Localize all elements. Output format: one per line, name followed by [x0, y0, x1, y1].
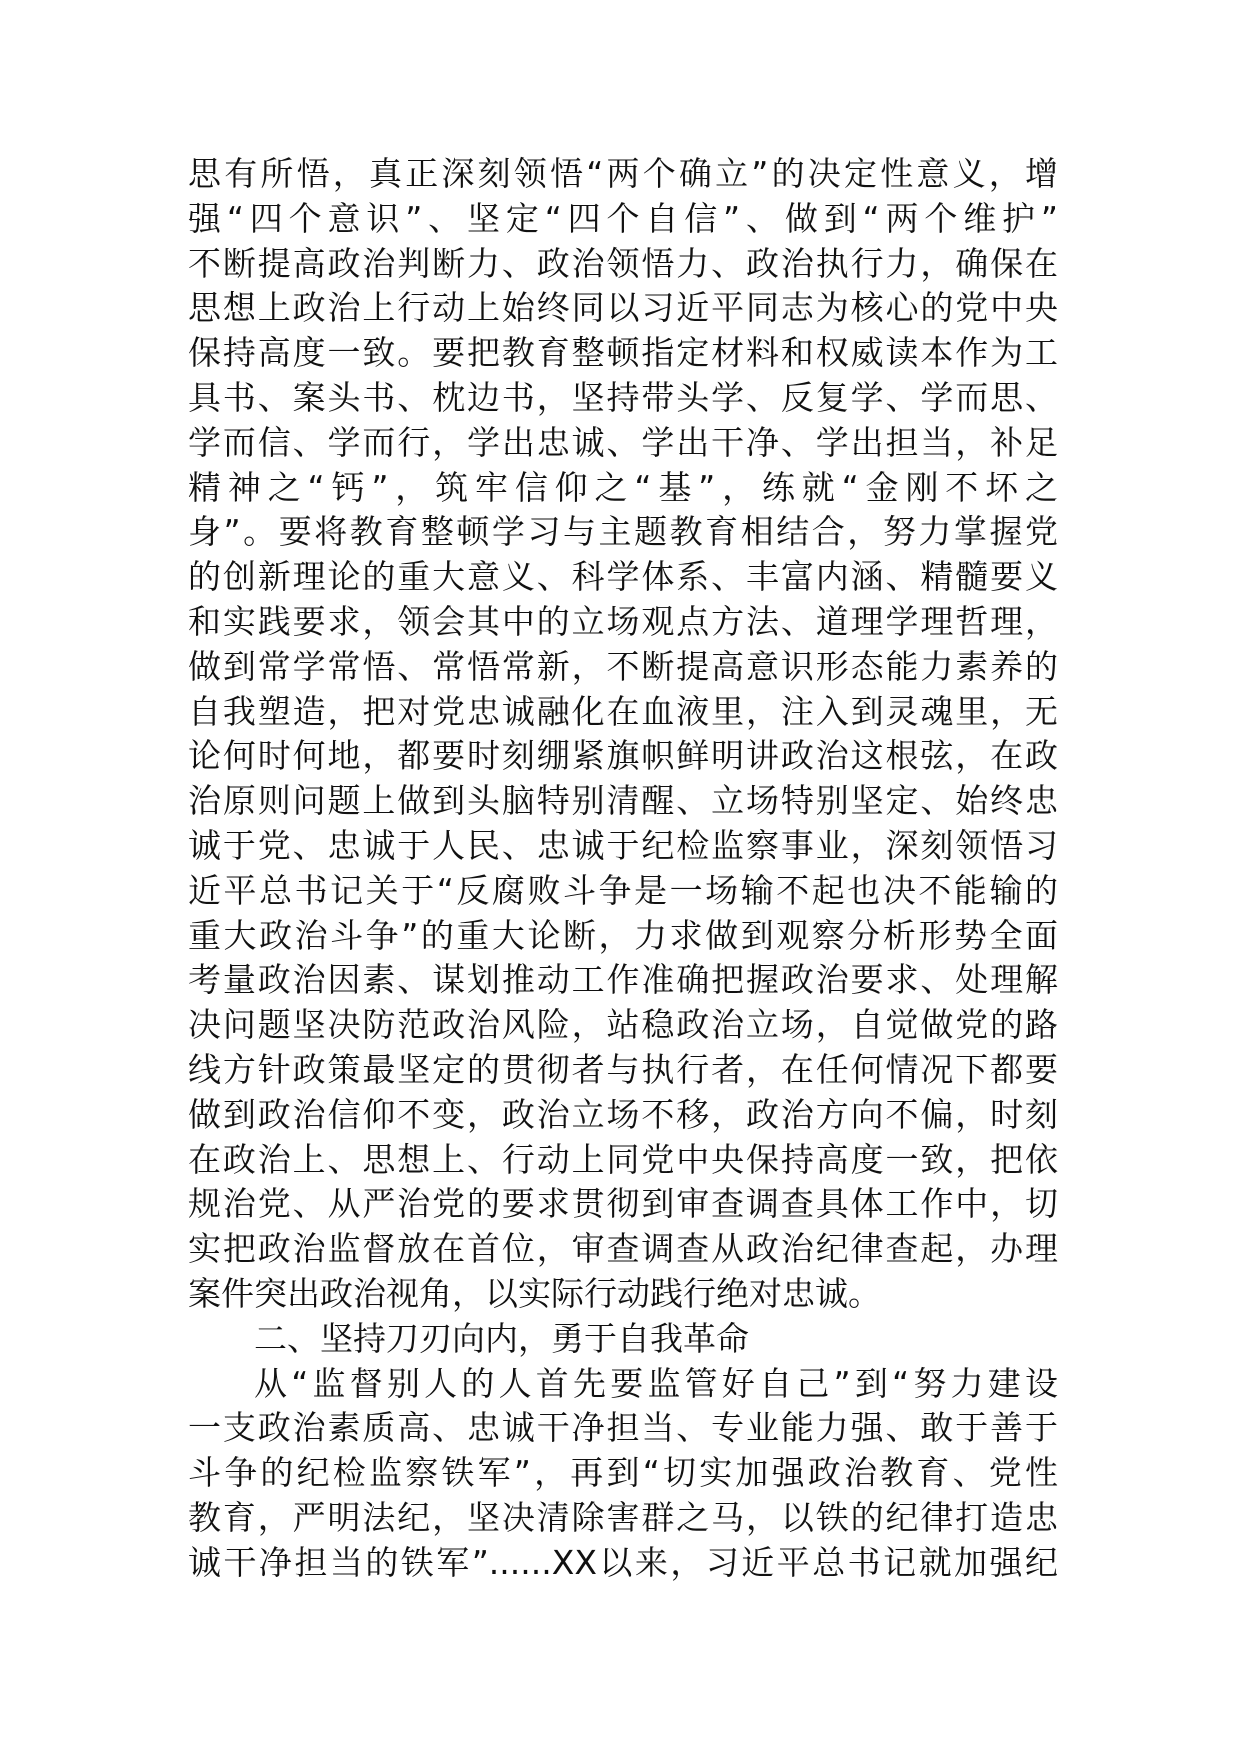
text-line: 线方针政策最坚定的贯彻者与执行者，在任何情况下都要: [188, 1049, 1058, 1089]
text-line: 案件突出政治视角，以实际行动践行绝对忠诚。: [188, 1273, 881, 1313]
text-line: 不断提高政治判断力、政治领悟力、政治执行力，确保在: [188, 243, 1058, 283]
text-line: 从“监督别人的人首先要监管好自己”到“努力建设: [254, 1363, 1058, 1403]
text-line: 近平总书记关于“反腐败斗争是一场输不起也决不能输的: [188, 870, 1058, 910]
text-line: 治原则问题上做到头脑特别清醒、立场特别坚定、始终忠: [188, 781, 1058, 821]
text-line: 做到常学常悟、常悟常新，不断提高意识形态能力素养的: [188, 646, 1058, 686]
text-line: 斗争的纪检监察铁军”，再到“切实加强政治教育、党性: [188, 1453, 1058, 1493]
paragraph-1: [188, 152, 1058, 1317]
text-line: 诚干净担当的铁军”......XX以来，习近平总书记就加强纪: [188, 1542, 1058, 1582]
text-line: 思想上政治上行动上始终同以习近平同志为核心的党中央: [188, 288, 1058, 328]
paragraph-2: [188, 1362, 1058, 1586]
text-line: 强“四个意识”、坚定“四个自信”、做到“两个维护”: [188, 198, 1058, 238]
text-line: 学而信、学而行，学出忠诚、学出干净、学出担当，补足: [188, 422, 1058, 462]
text-line: 精神之“钙”，筑牢信仰之“基”，练就“金刚不坏之: [188, 467, 1058, 507]
text-line: 诚于党、忠诚于人民、忠诚于纪检监察事业，深刻领悟习: [188, 825, 1058, 865]
text-line: 教育，严明法纪，坚决清除害群之马，以铁的纪律打造忠: [188, 1497, 1058, 1537]
text-line: 自我塑造，把对党忠诚融化在血液里，注入到灵魂里，无: [188, 691, 1058, 731]
text-line: 的创新理论的重大意义、科学体系、丰富内涵、精髓要义: [188, 557, 1058, 597]
text-line: 在政治上、思想上、行动上同党中央保持高度一致，把依: [188, 1139, 1058, 1179]
text-line: 规治党、从严治党的要求贯彻到审查调查具体工作中，切: [188, 1184, 1058, 1224]
text-line: 考量政治因素、谋划推动工作准确把握政治要求、处理解: [188, 960, 1058, 1000]
text-line: 一支政治素质高、忠诚干净担当、专业能力强、敢于善于: [188, 1408, 1058, 1448]
text-line: 保持高度一致。要把教育整顿指定材料和权威读本作为工: [188, 333, 1058, 373]
body-text: [188, 152, 1058, 1586]
text-line: 和实践要求，领会其中的立场观点方法、道理学理哲理，: [188, 601, 1058, 641]
text-line: 做到政治信仰不变，政治立场不移，政治方向不偏，时刻: [188, 1094, 1058, 1134]
text-line: 决问题坚决防范政治风险，站稳政治立场，自觉做党的路: [188, 1005, 1058, 1045]
text-line: 具书、案头书、枕边书，坚持带头学、反复学、学而思、: [188, 377, 1058, 417]
text-line: 实把政治监督放在首位，审查调查从政治纪律查起，办理: [188, 1229, 1058, 1269]
text-line: 论何时何地，都要时刻绷紧旗帜鲜明讲政治这根弦，在政: [188, 736, 1058, 776]
text-line: 重大政治斗争”的重大论断，力求做到观察分析形势全面: [188, 915, 1058, 955]
text-line: 思有所悟，真正深刻领悟“两个确立”的决定性意义，增: [188, 154, 1058, 193]
section-heading: 二、坚持刀刃向内，勇于自我革命: [254, 1318, 749, 1358]
text-line: 身”。要将教育整顿学习与主题教育相结合，努力掌握党: [188, 512, 1058, 552]
